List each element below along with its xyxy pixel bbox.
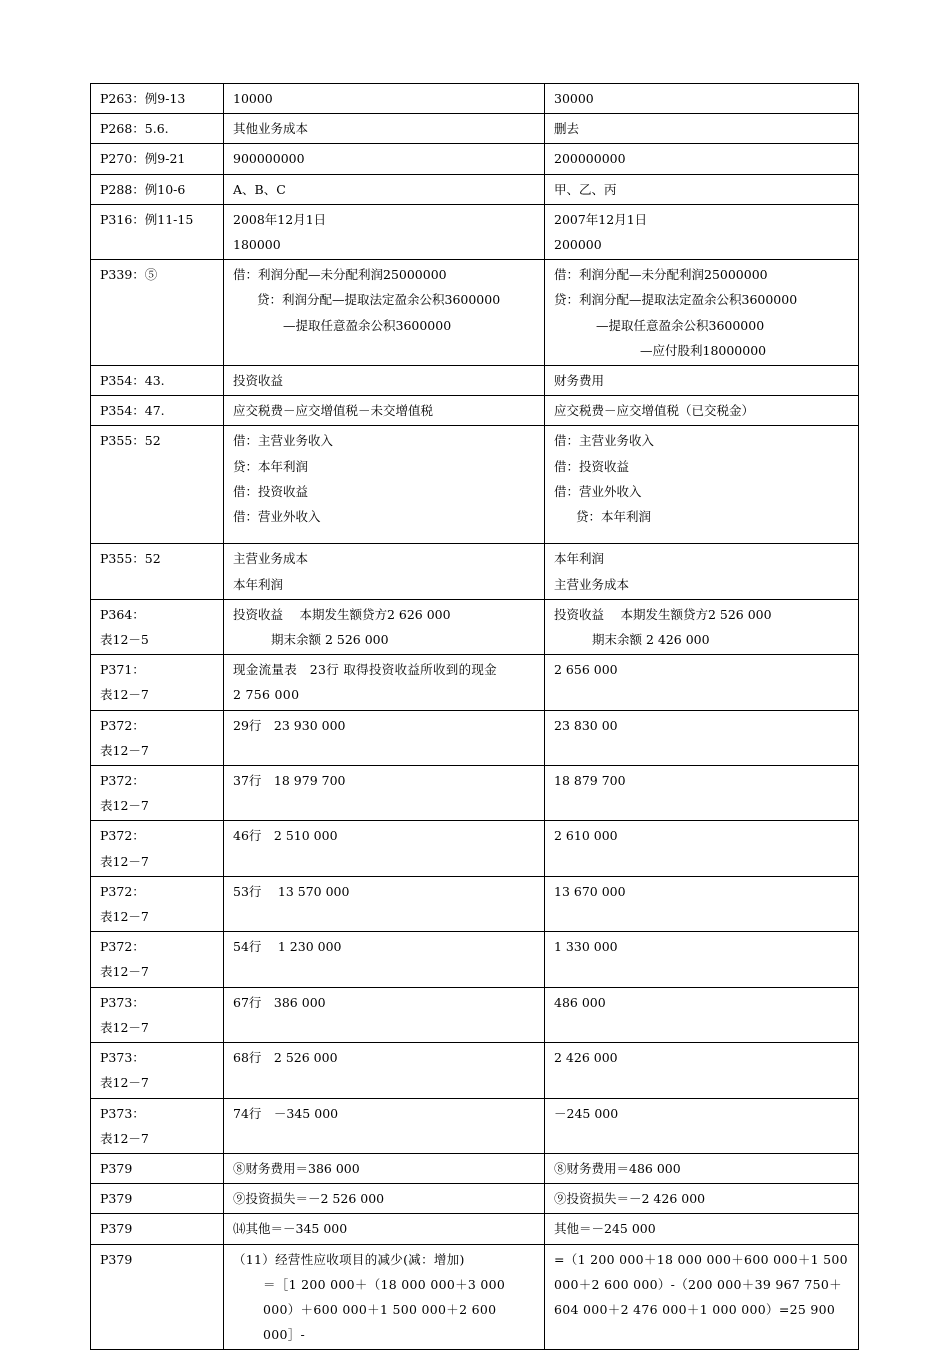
table-row	[91, 426, 859, 544]
corrected-cell	[545, 1214, 859, 1244]
corrected-cell	[545, 599, 859, 654]
original-text: 借：营业外收入	[233, 509, 321, 525]
corrected-cell	[545, 932, 859, 987]
page-cell	[91, 1214, 224, 1244]
corrected-text: 期末余额 2 426 000	[592, 632, 710, 648]
page-cell	[91, 1043, 224, 1098]
page-cell	[91, 204, 224, 259]
corrected-cell	[545, 366, 859, 396]
original-cell	[224, 599, 545, 654]
original-cell	[224, 876, 545, 931]
original-text: ⑨投资损失＝－2 526 000	[233, 1191, 385, 1207]
page-text: 表12－5	[100, 632, 149, 648]
corrected-text: 主营业务成本	[554, 576, 630, 592]
page-text: 表12－7	[100, 1075, 149, 1091]
original-text: 46行 2 510 000	[233, 828, 338, 844]
corrected-text: —提取任意盈余公积3600000	[596, 317, 765, 333]
original-cell	[224, 710, 545, 765]
table-row	[91, 144, 859, 174]
corrected-text: 2 426 000	[554, 1050, 618, 1066]
corrected-cell	[545, 876, 859, 931]
corrected-text: 200000	[554, 237, 602, 253]
errata-table	[90, 83, 859, 1350]
table-row	[91, 876, 859, 931]
page-text: 表12－7	[100, 742, 149, 758]
corrected-text: 30000	[554, 91, 594, 106]
table-row	[91, 932, 859, 987]
corrected-text: 贷：本年利润	[576, 509, 652, 525]
page-text: P372：	[100, 939, 145, 955]
original-text: 67行 386 000	[233, 994, 326, 1010]
corrected-text: 贷：利润分配—提取法定盈余公积3600000	[554, 292, 798, 308]
page-cell	[91, 426, 224, 544]
table-row	[91, 174, 859, 204]
corrected-cell	[545, 1153, 859, 1183]
page-cell	[91, 396, 224, 426]
original-cell	[224, 396, 545, 426]
table-row	[91, 766, 859, 821]
page-cell	[91, 84, 224, 114]
page-cell	[91, 174, 224, 204]
corrected-cell	[545, 766, 859, 821]
table-row	[91, 710, 859, 765]
original-cell	[224, 144, 545, 174]
corrected-text: 借：营业外收入	[554, 483, 642, 499]
corrected-text: ⑨投资损失＝－2 426 000	[554, 1191, 706, 1207]
corrected-text: 借：投资收益	[554, 458, 630, 474]
original-text: 29行 23 930 000	[233, 717, 346, 733]
original-text: 2008年12月1日	[233, 211, 327, 227]
original-text: 180000	[233, 237, 281, 253]
table-row	[91, 1043, 859, 1098]
page-cell	[91, 821, 224, 876]
table-row	[91, 1244, 859, 1350]
corrected-cell	[545, 1244, 859, 1350]
original-text: —提取任意盈余公积3600000	[283, 317, 452, 333]
corrected-cell	[545, 544, 859, 599]
page-text: 表12－7	[100, 687, 149, 703]
original-cell	[224, 766, 545, 821]
page-text: P373：	[100, 994, 145, 1010]
original-cell	[224, 114, 545, 144]
original-text: 54行 1 230 000	[233, 939, 342, 955]
original-cell	[224, 655, 545, 710]
original-cell	[224, 204, 545, 259]
corrected-text: 借：主营业务收入	[554, 433, 655, 449]
page-text: P268：5.6.	[100, 121, 169, 137]
page-cell	[91, 114, 224, 144]
table-row	[91, 260, 859, 366]
page-cell	[91, 766, 224, 821]
table-row	[91, 114, 859, 144]
original-cell	[224, 932, 545, 987]
table-row	[91, 987, 859, 1042]
page-text: 表12－7	[100, 798, 149, 814]
original-cell	[224, 1153, 545, 1183]
original-text: 74行 －345 000	[233, 1105, 339, 1121]
corrected-text: ⑧财务费用＝486 000	[554, 1160, 681, 1176]
page-text: P372：	[100, 773, 145, 789]
original-text: 其他业务成本	[233, 121, 309, 137]
corrected-cell	[545, 174, 859, 204]
corrected-cell	[545, 144, 859, 174]
page-text: P354：47.	[100, 403, 165, 419]
original-cell	[224, 987, 545, 1042]
page-text: P372：	[100, 828, 145, 844]
page-cell	[91, 1244, 224, 1350]
table-row	[91, 366, 859, 396]
corrected-cell	[545, 987, 859, 1042]
original-text: 68行 2 526 000	[233, 1050, 338, 1066]
page-text: P379	[100, 1191, 133, 1207]
original-text: 10000	[233, 91, 273, 106]
corrected-text: 23 830 00	[554, 717, 618, 733]
page-text: 表12－7	[100, 1019, 149, 1035]
original-text: 53行 13 570 000	[233, 883, 350, 899]
corrected-cell	[545, 1043, 859, 1098]
page-cell	[91, 260, 224, 366]
page-cell	[91, 655, 224, 710]
page-text: P373：	[100, 1105, 145, 1121]
page-text: P364：	[100, 606, 145, 622]
page-text: P379	[100, 1251, 133, 1267]
table-row	[91, 655, 859, 710]
original-text: （11）经营性应收项目的减少(减：增加)	[233, 1251, 465, 1267]
corrected-text: 13 670 000	[554, 883, 626, 899]
original-text: 投资收益	[233, 373, 284, 389]
table-row	[91, 84, 859, 114]
page-text: 表12－7	[100, 1130, 149, 1146]
corrected-text: 2 610 000	[554, 828, 618, 844]
corrected-cell	[545, 204, 859, 259]
table-row	[91, 599, 859, 654]
corrected-text: 200000000	[554, 151, 626, 167]
original-text: 投资收益 本期发生额贷方2 626 000	[233, 606, 451, 622]
page-text: P316：例11-15	[100, 211, 194, 227]
page-text: P372：	[100, 883, 145, 899]
original-cell	[224, 1043, 545, 1098]
corrected-text: 财务费用	[554, 373, 605, 389]
original-text: 期末余额 2 526 000	[271, 632, 389, 648]
original-text: 应交税费－应交增值税－未交增值税	[233, 403, 434, 419]
page-text: P372：	[100, 717, 145, 733]
original-text: 贷：利润分配—提取法定盈余公积3600000	[257, 292, 501, 308]
errata-body	[91, 84, 859, 1350]
corrected-text: 本年利润	[554, 551, 605, 567]
original-text: 借：利润分配—未分配利润25000000	[233, 267, 447, 283]
corrected-cell	[545, 114, 859, 144]
page-text: P371：	[100, 662, 145, 678]
corrected-cell	[545, 710, 859, 765]
corrected-text: =（1 200 000＋18 000 000＋600 000＋1 500 000＋2 600 000）-（200 000＋39 967 750＋604 000＋2 476 000＋1 000 000）=25 900	[554, 1251, 848, 1317]
original-cell	[224, 1244, 545, 1350]
corrected-cell	[545, 821, 859, 876]
page-cell	[91, 599, 224, 654]
corrected-text: 18 879 700	[554, 773, 626, 789]
corrected-text: 1 330 000	[554, 939, 618, 955]
original-cell	[224, 1184, 545, 1214]
corrected-cell	[545, 396, 859, 426]
table-row	[91, 821, 859, 876]
original-text: A、B、C	[233, 181, 286, 197]
original-text: 主营业务成本	[233, 551, 309, 567]
corrected-text: 应交税费－应交增值税（已交税金）	[554, 403, 755, 419]
table-row	[91, 544, 859, 599]
page-cell	[91, 544, 224, 599]
page-cell	[91, 144, 224, 174]
original-text: 2 756 000	[233, 687, 300, 703]
original-cell	[224, 544, 545, 599]
corrected-text: 删去	[554, 121, 580, 137]
corrected-text: －245 000	[554, 1105, 619, 1121]
original-cell	[224, 1098, 545, 1153]
page-text: P339：⑤	[100, 267, 158, 283]
corrected-text: —应付股利18000000	[640, 342, 767, 358]
original-text: 借：主营业务收入	[233, 433, 334, 449]
page-text: 表12－7	[100, 964, 149, 980]
original-text: ⒁其他＝－345 000	[233, 1221, 348, 1237]
corrected-text: 借：利润分配—未分配利润25000000	[554, 267, 768, 283]
page-cell	[91, 876, 224, 931]
original-cell	[224, 84, 545, 114]
table-row	[91, 1098, 859, 1153]
original-cell	[224, 260, 545, 366]
table-row	[91, 1184, 859, 1214]
page-cell	[91, 710, 224, 765]
original-text: 本年利润	[233, 576, 284, 592]
page-text: P379	[100, 1160, 133, 1176]
table-row	[91, 1214, 859, 1244]
corrected-cell	[545, 426, 859, 544]
corrected-cell	[545, 655, 859, 710]
table-row	[91, 1153, 859, 1183]
corrected-text: 2007年12月1日	[554, 211, 648, 227]
table-row	[91, 396, 859, 426]
original-cell	[224, 174, 545, 204]
original-text: 37行 18 979 700	[233, 773, 346, 789]
corrected-cell	[545, 260, 859, 366]
original-cell	[224, 1214, 545, 1244]
page-text: 表12－7	[100, 909, 149, 925]
page-text: P355：52	[100, 433, 161, 449]
corrected-text: 2 656 000	[554, 662, 618, 678]
original-text: ⑧财务费用＝386 000	[233, 1160, 360, 1176]
original-text: 现金流量表 23行 取得投资收益所收到的现金	[233, 662, 497, 678]
page-cell	[91, 987, 224, 1042]
original-text: 借：投资收益	[233, 483, 309, 499]
page-text: P355：52	[100, 551, 161, 567]
corrected-cell	[545, 1184, 859, 1214]
corrected-cell	[545, 84, 859, 114]
page-cell	[91, 1098, 224, 1153]
page-text: P288：例10-6	[100, 181, 186, 197]
table-row	[91, 204, 859, 259]
page-cell	[91, 1153, 224, 1183]
original-cell	[224, 366, 545, 396]
original-text: 贷：本年利润	[233, 458, 309, 474]
page-cell	[91, 366, 224, 396]
original-text: 900000000	[233, 151, 305, 167]
page-text: P379	[100, 1221, 133, 1237]
original-cell	[224, 821, 545, 876]
page-cell	[91, 1184, 224, 1214]
corrected-text: 486 000	[554, 994, 606, 1010]
page-text: P263：例9-13	[100, 91, 186, 106]
page-text: P270：例9-21	[100, 151, 186, 167]
page-text: 表12－7	[100, 853, 149, 869]
original-text: ＝［1 200 000＋（18 000 000＋3 000 000）＋600 000＋1 500 000＋2 600 000］-	[263, 1276, 506, 1343]
page-text: P354：43.	[100, 373, 165, 389]
page-cell	[91, 932, 224, 987]
original-cell	[224, 426, 545, 544]
corrected-text: 甲、乙、丙	[554, 181, 617, 197]
corrected-cell	[545, 1098, 859, 1153]
corrected-text: 其他＝－245 000	[554, 1221, 656, 1237]
page-text: P373：	[100, 1050, 145, 1066]
corrected-text: 投资收益 本期发生额贷方2 526 000	[554, 606, 772, 622]
